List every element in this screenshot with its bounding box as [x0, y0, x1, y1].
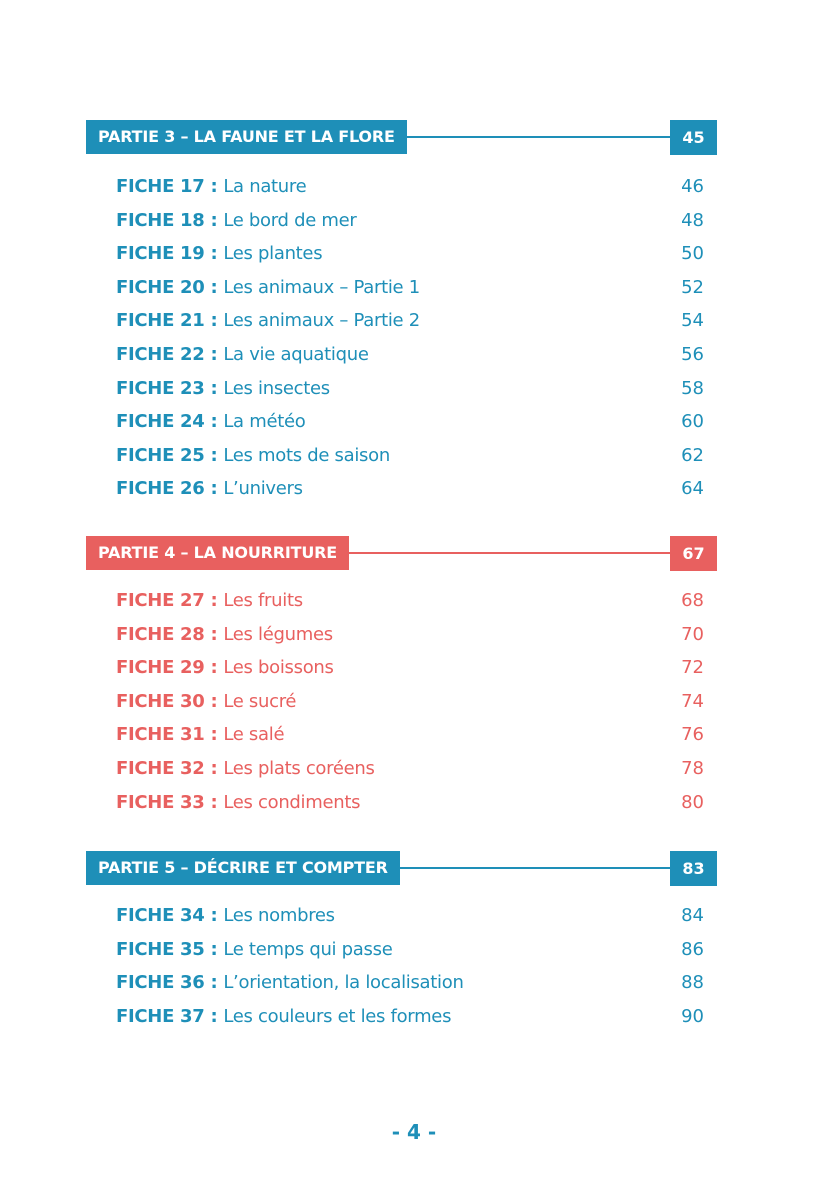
fiche-label: FICHE 26 :: [116, 478, 218, 500]
fiche-page-number: 78: [681, 757, 704, 779]
fiche-page-number: 70: [681, 623, 704, 645]
fiche-list: [0, 899, 828, 1033]
fiche-page-number: 84: [681, 905, 704, 926]
fiche-entry[interactable]: [0, 304, 828, 338]
fiche-page-number: 52: [681, 276, 704, 298]
fiche-page-number: 64: [681, 478, 704, 500]
fiche-title: Les animaux – Partie 2: [223, 310, 420, 332]
fiche-label: FICHE 20 :: [116, 276, 218, 298]
part-4-section: [0, 536, 828, 819]
fiche-entry[interactable]: [0, 271, 828, 305]
fiche-title: Les condiments: [223, 791, 361, 813]
part-title[interactable]: PARTIE 5 – DÉCRIRE ET COMPTER: [86, 851, 400, 885]
fiche-label: FICHE 28 :: [116, 623, 218, 645]
part-page-number[interactable]: 45: [670, 120, 717, 155]
fiche-list: [0, 170, 828, 506]
fiche-label: FICHE 34 :: [116, 905, 218, 926]
fiche-page-number: 74: [681, 690, 704, 712]
fiche-entry[interactable]: [0, 651, 828, 685]
fiche-page-number: 50: [681, 243, 704, 265]
fiche-page-number: 56: [681, 343, 704, 365]
fiche-label: FICHE 32 :: [116, 757, 218, 779]
fiche-page-number: 80: [681, 791, 704, 813]
fiche-page-number: 76: [681, 724, 704, 746]
fiche-entry[interactable]: [0, 1000, 828, 1034]
fiche-entry[interactable]: [0, 405, 828, 439]
fiche-page-number: 90: [681, 1005, 704, 1027]
fiche-label: FICHE 22 :: [116, 343, 218, 365]
fiche-entry[interactable]: [0, 685, 828, 719]
fiche-entry[interactable]: [0, 899, 828, 933]
fiche-page-number: 60: [681, 411, 704, 433]
fiche-label: FICHE 31 :: [116, 724, 218, 746]
fiche-title: Les insectes: [223, 377, 330, 399]
fiche-entry[interactable]: [0, 786, 828, 820]
fiche-entry[interactable]: [0, 966, 828, 1000]
fiche-title: La météo: [223, 411, 306, 433]
fiche-label: FICHE 29 :: [116, 657, 218, 679]
fiche-page-number: 58: [681, 377, 704, 399]
fiche-label: FICHE 25 :: [116, 444, 218, 466]
fiche-title: Les nombres: [223, 905, 335, 926]
fiche-entry[interactable]: [0, 372, 828, 406]
page-number-footer: - 4 -: [391, 1120, 437, 1144]
fiche-title: La nature: [223, 176, 307, 197]
fiche-label: FICHE 37 :: [116, 1005, 218, 1027]
fiche-label: FICHE 18 :: [116, 209, 218, 231]
fiche-label: FICHE 35 :: [116, 938, 218, 960]
fiche-page-number: 62: [681, 444, 704, 466]
fiche-page-number: 46: [681, 176, 704, 197]
fiche-entry[interactable]: [0, 170, 828, 204]
fiche-title: Les boissons: [223, 657, 334, 679]
fiche-label: FICHE 27 :: [116, 590, 218, 611]
fiche-label: FICHE 36 :: [116, 972, 218, 994]
part-header: [0, 536, 828, 570]
part-page-number[interactable]: 83: [670, 851, 717, 886]
fiche-entry[interactable]: [0, 472, 828, 506]
fiche-entry[interactable]: [0, 237, 828, 271]
part-5-section: [0, 851, 828, 1033]
fiche-label: FICHE 24 :: [116, 411, 218, 433]
fiche-list: [0, 584, 828, 819]
fiche-label: FICHE 17 :: [116, 176, 218, 197]
fiche-title: Les couleurs et les formes: [223, 1005, 452, 1027]
part-header: [0, 851, 828, 885]
fiche-title: Les animaux – Partie 1: [223, 276, 420, 298]
part-title[interactable]: PARTIE 3 – LA FAUNE ET LA FLORE: [86, 120, 407, 154]
fiche-entry[interactable]: [0, 752, 828, 786]
fiche-entry[interactable]: [0, 618, 828, 652]
fiche-label: FICHE 30 :: [116, 690, 218, 712]
fiche-title: La vie aquatique: [223, 343, 369, 365]
fiche-page-number: 48: [681, 209, 704, 231]
part-title[interactable]: PARTIE 4 – LA NOURRITURE: [86, 536, 349, 570]
fiche-label: FICHE 33 :: [116, 791, 218, 813]
fiche-title: L’orientation, la localisation: [223, 972, 464, 994]
fiche-entry[interactable]: [0, 933, 828, 967]
fiche-page-number: 86: [681, 938, 704, 960]
fiche-entry[interactable]: [0, 718, 828, 752]
fiche-page-number: 72: [681, 657, 704, 679]
fiche-label: FICHE 21 :: [116, 310, 218, 332]
fiche-entry[interactable]: [0, 204, 828, 238]
fiche-entry[interactable]: [0, 584, 828, 618]
part-3-section: [0, 120, 828, 506]
fiche-page-number: 54: [681, 310, 704, 332]
fiche-title: Le bord de mer: [223, 209, 357, 231]
part-page-number[interactable]: 67: [670, 536, 717, 571]
fiche-title: L’univers: [223, 478, 303, 500]
fiche-entry[interactable]: [0, 439, 828, 473]
fiche-page-number: 88: [681, 972, 704, 994]
fiche-title: Le temps qui passe: [223, 938, 393, 960]
fiche-title: Les plats coréens: [223, 757, 375, 779]
fiche-title: Le sucré: [223, 690, 297, 712]
part-header: [0, 120, 828, 154]
fiche-entry[interactable]: [0, 338, 828, 372]
fiche-label: FICHE 23 :: [116, 377, 218, 399]
fiche-title: Le salé: [223, 724, 285, 746]
fiche-label: FICHE 19 :: [116, 243, 218, 265]
fiche-title: Les légumes: [223, 623, 333, 645]
fiche-page-number: 68: [681, 590, 704, 611]
fiche-title: Les plantes: [223, 243, 323, 265]
fiche-title: Les mots de saison: [223, 444, 390, 466]
fiche-title: Les fruits: [223, 590, 303, 611]
